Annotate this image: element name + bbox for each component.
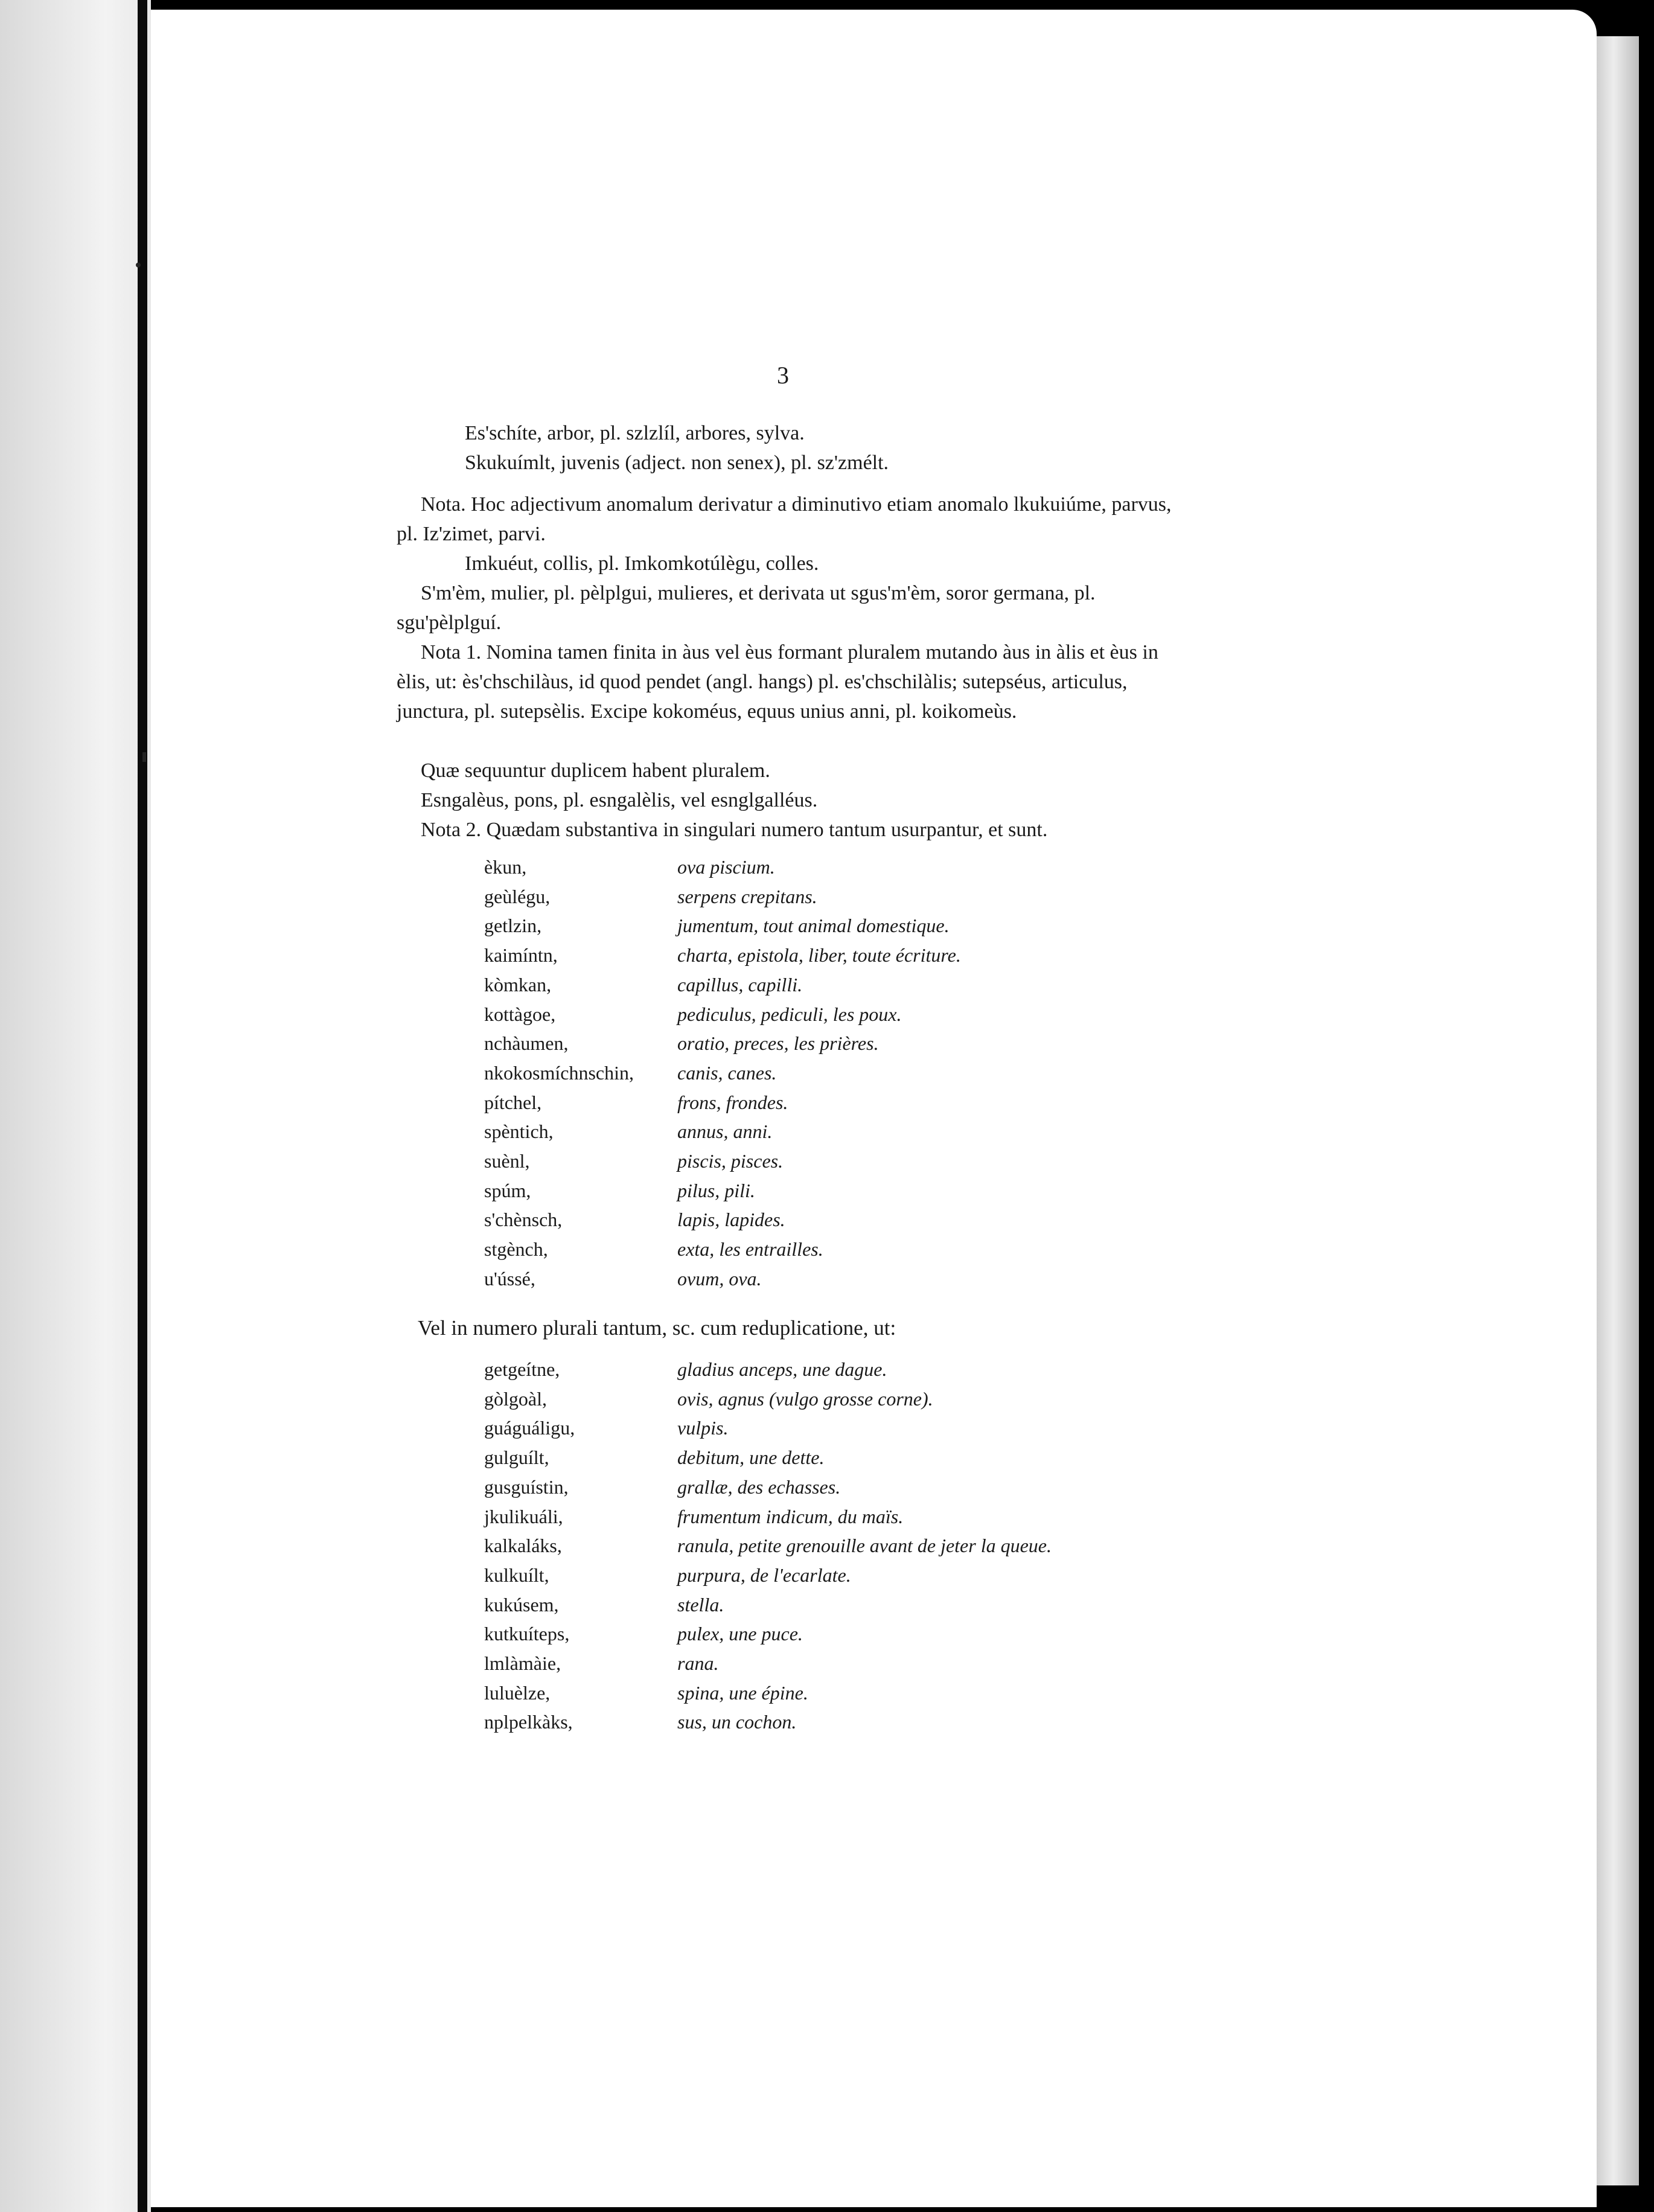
paragraph-text: Es'schíte, arbor, pl. szlzlíl, arbores, sylva.: [465, 422, 805, 444]
list-item: [484, 1649, 1052, 1678]
paragraph-mulier: [397, 578, 1189, 638]
term: nchàumen,: [484, 1032, 569, 1055]
list-item: [484, 1264, 961, 1294]
list-item: [484, 1384, 1052, 1414]
term: luluèlze,: [484, 1681, 551, 1704]
list-item: [484, 1088, 961, 1117]
facing-page-edge: [0, 0, 151, 2212]
gutter-shadow: [138, 0, 147, 2212]
gloss: spina, une épine.: [677, 1681, 808, 1704]
paragraph-text: Esngalèus, pons, pl. esngalèlis, vel esnglgalléus.: [421, 789, 818, 811]
gloss: lapis, lapides.: [677, 1209, 785, 1231]
paragraph-juvenis: [397, 448, 1189, 478]
term: stgènch,: [484, 1238, 548, 1261]
term: gòlgoàl,: [484, 1387, 547, 1410]
term: kulkuílt,: [484, 1564, 549, 1586]
list-item: [484, 1561, 1052, 1590]
gloss: ovis, agnus (vulgo grosse corne).: [677, 1387, 933, 1410]
plural-heading: Vel in numero plurali tantum, sc. cum reduplicatione, ut:: [418, 1316, 896, 1340]
list-item: [484, 1590, 1052, 1620]
term: spèntich,: [484, 1120, 554, 1143]
list-item: [484, 1146, 961, 1176]
list-item: [484, 1619, 1052, 1649]
gloss: ranula, petite grenouille avant de jeter la queue.: [677, 1535, 1052, 1557]
paragraph-nota: [397, 490, 1189, 549]
term: kottàgoe,: [484, 1003, 556, 1025]
gloss: piscis, pisces.: [677, 1150, 784, 1172]
paragraph-text: Quæ sequuntur duplicem habent pluralem.: [421, 759, 770, 782]
list-item: [484, 1413, 1052, 1443]
list-item: [484, 911, 961, 941]
gloss: rana.: [677, 1652, 719, 1675]
term: kukúsem,: [484, 1593, 559, 1616]
list-item: [484, 1117, 961, 1146]
paragraph-text: Nota 1. Nomina tamen finita in àus vel èus formant pluralem mutando àus in àlis et èus in èlis, ut: ès'chschilàus, id quod pendet (angl. hangs) pl. es'chschilàlis; sutepséus, articulus, junctura, pl. sutepsèlis. Excipe kokoméus, equus unius anni, pl. koikomeùs.: [397, 641, 1158, 723]
paragraph-text: S'm'èm, mulier, pl. pèlplgui, mulieres, et derivata ut sgus'm'èm, soror germana, pl. sgu'pèlplguí.: [397, 582, 1096, 634]
gloss: vulpis.: [677, 1417, 729, 1439]
list-item: [484, 852, 961, 882]
list-item: [484, 1678, 1052, 1708]
paragraph-text: Imkuéut, collis, pl. Imkomkotúlègu, colles.: [465, 552, 819, 575]
term: gulguílt,: [484, 1446, 549, 1469]
term: kalkaláks,: [484, 1535, 562, 1557]
term: s'chènsch,: [484, 1209, 563, 1231]
list-item: [484, 1531, 1052, 1561]
paragraph-nota-2: [397, 815, 1189, 845]
list-item: [484, 1472, 1052, 1502]
paragraph-text: Nota. Hoc adjectivum anomalum derivatur a diminutivo etiam anomalo lkukuiúme, parvus, pl. Iz'zimet, parvi.: [397, 493, 1172, 545]
gloss: frumentum indicum, du maïs.: [677, 1505, 904, 1527]
gloss: exta, les entrailles.: [677, 1238, 823, 1261]
gloss: stella.: [677, 1593, 724, 1616]
term: nkokosmíchnschin,: [484, 1061, 634, 1084]
list-item: [484, 1058, 961, 1088]
gloss: sus, un cochon.: [677, 1711, 797, 1733]
term: getlzin,: [484, 915, 542, 937]
paragraph-text: Skukuímlt, juvenis (adject. non senex), pl. sz'zmélt.: [465, 452, 889, 474]
term: geùlégu,: [484, 885, 551, 907]
term: jkulikuáli,: [484, 1505, 563, 1527]
paragraph-text: Nota 2. Quædam substantiva in singulari numero tantum usurpantur, et sunt.: [421, 819, 1048, 841]
gloss: jumentum, tout animal domestique.: [677, 915, 950, 937]
list-item: [484, 1443, 1052, 1472]
term: gusguístin,: [484, 1475, 569, 1498]
term: getgeítne,: [484, 1358, 560, 1380]
term: èkun,: [484, 856, 527, 878]
term: suènl,: [484, 1150, 530, 1172]
list-item: [484, 882, 961, 912]
paragraph-collis: [397, 549, 1189, 578]
list-item: [484, 1502, 1052, 1532]
term: kòmkan,: [484, 973, 552, 996]
paragraph-nota-1: [397, 638, 1189, 726]
gloss: canis, canes.: [677, 1061, 777, 1084]
term: lmlàmàie,: [484, 1652, 561, 1675]
paragraph-arbor: [397, 418, 1189, 448]
term: pítchel,: [484, 1091, 542, 1113]
gloss: serpens crepitans.: [677, 885, 817, 907]
gloss: annus, anni.: [677, 1120, 773, 1143]
term: u'ússé,: [484, 1267, 535, 1290]
paragraph-duplicem: [397, 756, 1189, 785]
term: nplpelkàks,: [484, 1711, 573, 1733]
gloss: ovum, ova.: [677, 1267, 762, 1290]
gloss: frons, frondes.: [677, 1091, 788, 1113]
plural-list: [484, 1355, 1052, 1737]
term: kaimíntn,: [484, 944, 558, 967]
gloss: pediculus, pediculi, les poux.: [677, 1003, 902, 1025]
gloss: grallæ, des echasses.: [677, 1475, 841, 1498]
list-item: [484, 1235, 961, 1264]
gloss: capillus, capilli.: [677, 973, 803, 996]
gloss: ova piscium.: [677, 856, 775, 878]
page-edge-right: [1597, 36, 1639, 2185]
gloss: debitum, une dette.: [677, 1446, 825, 1469]
gloss: purpura, de l'ecarlate.: [677, 1564, 851, 1586]
page-number: 3: [777, 362, 789, 389]
gloss: charta, epistola, liber, toute écriture.: [677, 944, 961, 967]
term: guáguáligu,: [484, 1417, 575, 1439]
list-item: [484, 1355, 1052, 1384]
list-item: [484, 1029, 961, 1058]
paragraph-pons: [397, 785, 1189, 815]
gloss: oratio, preces, les prières.: [677, 1032, 879, 1055]
scan-speck: [142, 752, 146, 762]
list-item: [484, 941, 961, 970]
singular-list: [484, 852, 961, 1294]
list-item: [484, 970, 961, 1000]
list-item: [484, 1000, 961, 1029]
list-item: [484, 1176, 961, 1206]
term: kutkuíteps,: [484, 1623, 570, 1645]
gloss: gladius anceps, une dague.: [677, 1358, 887, 1380]
gloss: pilus, pili.: [677, 1179, 755, 1201]
gloss: pulex, une puce.: [677, 1623, 803, 1645]
list-item: [484, 1205, 961, 1235]
term: spúm,: [484, 1179, 531, 1201]
list-item: [484, 1707, 1052, 1737]
scan-speck: [136, 263, 141, 267]
